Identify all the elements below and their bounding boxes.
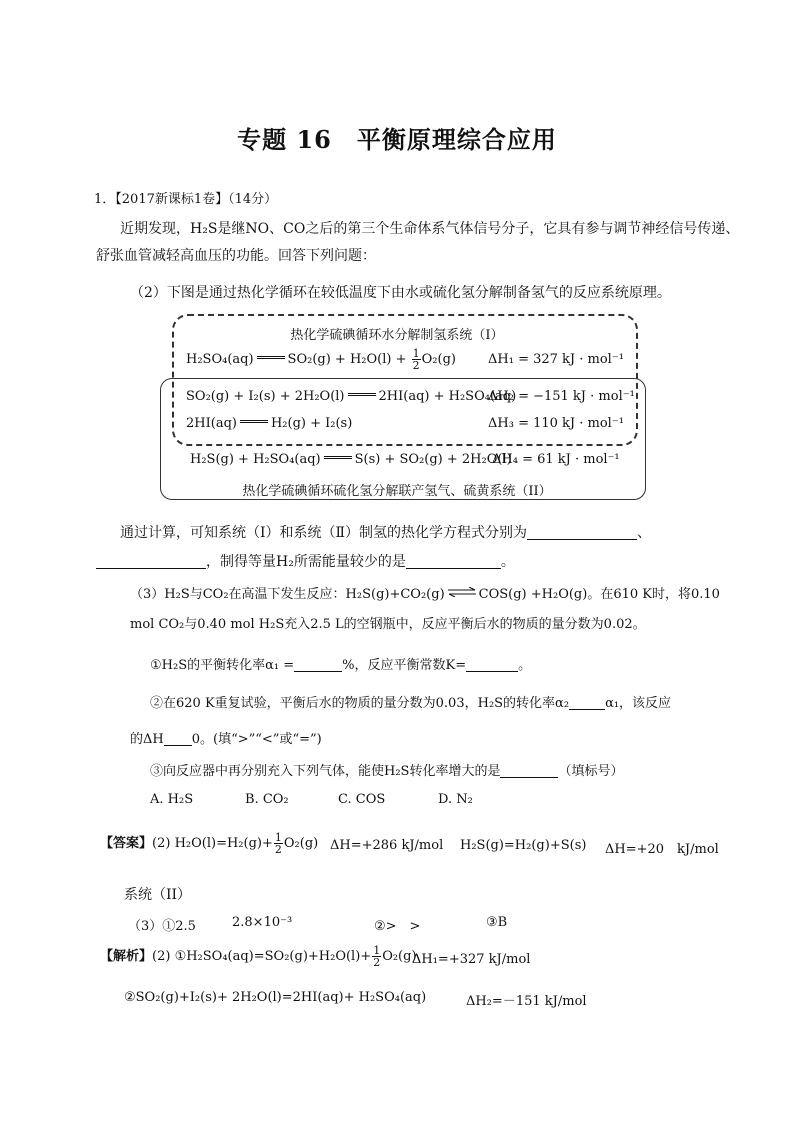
answer-line-3a: （3）①2.5 [128, 919, 196, 934]
answer-line-3c: ②> > [374, 919, 421, 934]
reaction-2-enthalpy: ΔH₂ = −151 kJ · mol⁻¹ [488, 389, 635, 404]
equals-arrow [257, 356, 285, 359]
part3-line-1 [130, 583, 720, 602]
fraction-den: 2 [373, 956, 381, 969]
q1-text-a: ①H₂S的平衡转化率α₁ = [150, 658, 295, 673]
reaction-3-enthalpy: ΔH₃ = 110 kJ · mol⁻¹ [488, 416, 624, 431]
calc-text-2: ，制得等量H₂所需能量较少的是 [206, 554, 406, 570]
answer-line-3b: 2.8×10⁻³ [232, 915, 293, 930]
calc-text: 通过计算，可知系统（Ⅰ）和系统（Ⅱ）制氢的热化学方程式分别为 [120, 525, 528, 541]
reaction-4-left: H₂S(g) + H₂SO₄(aq) [190, 452, 321, 467]
q1-text-b: %，反应平衡常数K= [342, 658, 467, 673]
equals-arrow [324, 456, 352, 459]
calc-line-1 [120, 522, 651, 542]
part3-q3 [150, 760, 623, 779]
answer-dh-1: ΔH=+286 kJ/mol [330, 838, 444, 853]
analysis-dh-1: ΔH₁=+327 kJ/mol [412, 952, 531, 967]
calc-line-2 [96, 551, 515, 571]
reaction-2-left: SO₂(g) + I₂(s) + 2H₂O(l) [186, 389, 345, 404]
q2-text-b: α₁，该反应 [605, 696, 672, 711]
part3-q1 [150, 654, 531, 673]
analysis-label: 【解析】 [100, 949, 153, 964]
q3-text-a: ③向反应器中再分别充入下列气体，能使H₂S转化率增大的是 [150, 764, 501, 779]
analysis-text-1: (2) ①H₂SO₄(aq)=SO₂(g)+H₂O(l)+ [152, 949, 372, 964]
page-title: 专题 16 平衡原理综合应用 [237, 125, 557, 154]
question-header [94, 188, 277, 207]
question-points: （14分） [228, 192, 278, 207]
answer-blank[interactable] [569, 695, 605, 710]
fraction [372, 945, 381, 968]
part3-line-2: mol CO₂与0.40 mol H₂S充入2.5 L的空钢瓶中，反应平衡后水的物质的量分数为0.02。 [130, 617, 646, 632]
system-1-title: 热化学硫碘循环水分解制氢系统（I） [290, 328, 504, 343]
answer-line-1 [100, 832, 318, 855]
answer-dh-2: ΔH=+20 kJ/mol [605, 842, 719, 857]
equals-arrow [348, 393, 376, 396]
q2-text-a: ②在620 K重复试验，平衡后水的物质的量分数为0.03，H₂S的转化率α₂ [150, 696, 570, 711]
analysis-line-2: ②SO₂(g)+I₂(s)+ 2H₂O(l)=2HI(aq)+ H₂SO₄(aq) [124, 990, 427, 1005]
reaction-3 [186, 416, 352, 431]
fraction-den: 2 [274, 843, 282, 856]
part2-label: （2）下图是通过热化学循环在较低温度下由水或硫化氢分解制备氢气的反应系统原理。 [130, 285, 671, 301]
answer-blank[interactable] [164, 731, 192, 746]
option-c: C. COS [338, 792, 386, 807]
part3-q2-cont [130, 728, 322, 747]
reaction-4 [190, 452, 512, 467]
question-number: 1． [94, 192, 116, 207]
part3-q2 [150, 692, 671, 711]
answer-blank[interactable] [466, 657, 518, 672]
reaction-1-left: H₂SO₄(aq) [186, 352, 254, 367]
answer-label: 【答案】 [100, 836, 153, 851]
option-b: B. CO₂ [245, 792, 289, 807]
calc-sep: 、 [637, 525, 652, 541]
reaction-1-enthalpy: ΔH₁ = 327 kJ · mol⁻¹ [488, 352, 624, 367]
answer-line-2: 系统（II） [124, 887, 192, 903]
q3-text-b: （填标号） [558, 764, 624, 779]
reaction-1-tail: O₂(g) [421, 352, 456, 367]
reaction-2-right: 2HI(aq) + H₂SO₄(aq) [378, 389, 517, 404]
answer-line-3d: ③B [486, 915, 508, 930]
reaction-1 [186, 348, 456, 371]
equals-arrow [240, 420, 268, 423]
answer-text-1: (2) H₂O(l)=H₂(g)+ [152, 836, 273, 851]
answer-blank[interactable] [500, 763, 558, 778]
q1-text-c: 。 [518, 658, 532, 673]
option-d: D. N₂ [438, 792, 473, 807]
answer-eq-2: H₂S(g)=H₂(g)+S(s) [460, 838, 587, 853]
q2-text-d: 0。(填“>”“<”或“=”) [191, 732, 322, 747]
fraction-den: 2 [412, 359, 420, 372]
q2-text-c: 的ΔH [130, 732, 164, 747]
part3-text-a: （3）H₂S与CO₂在高温下发生反应：H₂S(g)+CO₂(g) [130, 587, 445, 602]
reaction-1-right: SO₂(g) + H₂O(l) + [287, 352, 407, 367]
analysis-dh-2: ΔH₂=－151 kJ/mol [466, 994, 587, 1009]
reaction-2 [186, 389, 516, 404]
intro-line-2: 舒张血管减轻高血压的功能。回答下列问题： [96, 248, 376, 264]
fraction [412, 348, 421, 371]
answer-text-2: O₂(g) [283, 836, 319, 851]
answer-blank[interactable] [527, 525, 637, 540]
fraction-num: 1 [274, 831, 282, 844]
analysis-text-2: O₂(g) [382, 949, 417, 964]
intro-line-1: 近期发现，H₂S是继NO、CO之后的第三个生命体系气体信号分子，它具有参与调节神经信号传递、 [120, 221, 740, 237]
calc-end: 。 [500, 554, 515, 570]
system-2-title: 热化学硫碘循环硫化氢分解联产氢气、硫黄系统（II） [242, 484, 552, 499]
part3-text-b: COS(g) +H₂O(g)。在610 K时，将0.10 [478, 587, 720, 602]
fraction-num: 1 [412, 347, 420, 360]
answer-blank[interactable] [406, 554, 501, 569]
equilibrium-arrow-icon [447, 587, 477, 597]
answer-blank[interactable] [294, 657, 342, 672]
option-a: A. H₂S [150, 792, 194, 807]
answer-blank[interactable] [96, 554, 206, 569]
question-source: 【2017新课标1卷】 [115, 192, 229, 207]
reaction-4-right: S(s) + SO₂(g) + 2H₂O(l) [354, 452, 512, 467]
fraction-num: 1 [373, 944, 381, 957]
analysis-line-1 [100, 945, 417, 968]
reaction-3-right: H₂(g) + I₂(s) [270, 416, 353, 431]
reaction-4-enthalpy: ΔH₄ = 61 kJ · mol⁻¹ [492, 452, 620, 467]
fraction [274, 832, 283, 855]
reaction-3-left: 2HI(aq) [186, 416, 237, 431]
